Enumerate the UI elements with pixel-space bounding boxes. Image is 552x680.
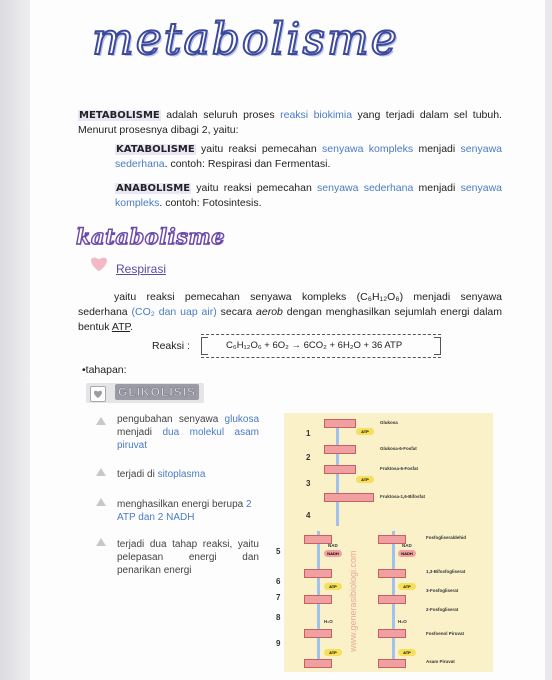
- resp-text: .: [130, 321, 134, 333]
- bracket-right: [434, 337, 441, 355]
- def-text: . contoh: Fotosintesis.: [159, 197, 262, 209]
- molecule-label: 3-Fosfogliserat: [426, 588, 459, 593]
- molecule-label: 1,3-Bifosfogliserat: [426, 569, 466, 574]
- molecule-box: [304, 595, 332, 604]
- molecule-box: [378, 659, 406, 668]
- glikolisis-bullet: [117, 413, 259, 452]
- water-label: H₂O: [398, 619, 407, 624]
- page-edge: [0, 0, 30, 680]
- keyword-metabolisme: METABOLISME: [79, 110, 160, 121]
- bullet-highlight: glukosa: [224, 414, 259, 425]
- step-number: 3: [306, 479, 311, 488]
- step-number: 7: [276, 593, 281, 602]
- glikolisis-bullet: terjadi dua tahap reaksi, yaitu pelepasan energi dan penarikan energi: [117, 539, 259, 576]
- heart-icon: [88, 252, 110, 274]
- atp-pill: ATP: [324, 649, 342, 656]
- resp-text: secara: [216, 306, 257, 318]
- molecule-label: Fruktosa-1,6-Bifosfat: [380, 494, 426, 499]
- triangle-bullet-icon: [96, 468, 106, 476]
- def-highlight: senyawa kompleks: [322, 143, 414, 155]
- molecule-label: Fruktosa-6-Fosfat: [380, 466, 419, 471]
- molecule-label: Glukosa: [380, 420, 398, 425]
- def-highlight: senyawa sederhana: [317, 182, 414, 194]
- bullet-text: terjadi di: [117, 469, 158, 480]
- atp-pill: ATP: [324, 583, 342, 590]
- reaksi-equation: C₆H₁₂O₆ + 6O₂ → 6CO₂ + 6H₂O + 36 ATP: [226, 340, 403, 351]
- def-highlight: senyawa kompleks: [115, 182, 503, 209]
- bullet-highlight: 2 ATP dan 2 NADH: [117, 499, 252, 523]
- reaksi-label: Reaksi :: [152, 340, 190, 352]
- step-number: 9: [276, 639, 281, 648]
- heart-box-icon: [90, 386, 106, 402]
- def-text: menjadi: [413, 182, 461, 194]
- step-number: 4: [306, 511, 311, 520]
- molecule-label: Asam Piruvat: [426, 659, 455, 664]
- def-text: . contoh: Respirasi dan Fermentasi.: [164, 158, 331, 170]
- triangle-bullet-icon: [96, 417, 106, 425]
- molecule-box: [304, 659, 332, 668]
- respirasi-heading: Respirasi: [116, 262, 167, 276]
- molecule-label: Fosfogliseraldehid: [426, 535, 467, 540]
- intro-text: adalah seluruh proses: [160, 109, 281, 121]
- keyword-anabolisme: ANABOLISME: [116, 183, 191, 194]
- triangle-bullet-icon: [96, 498, 106, 506]
- nad-label: NAD: [328, 543, 338, 548]
- katabolisme-definition: [115, 142, 502, 172]
- molecule-box: [324, 445, 356, 454]
- molecule-box: [324, 465, 356, 474]
- def-highlight: senyawa sederhana: [115, 143, 502, 170]
- triangle-bullet-icon: [96, 538, 106, 546]
- bullet-text: pengubahan senyawa: [117, 414, 225, 425]
- nadh-pill: NADH: [324, 550, 342, 557]
- molecule-box: [378, 595, 406, 604]
- def-text: yaitu reaksi pemecahan: [195, 143, 323, 155]
- resp-underline: ATP: [111, 321, 131, 333]
- diagram-watermark: www.generasibiologi.com: [348, 550, 358, 652]
- molecule-box: [324, 493, 374, 502]
- molecule-box: [378, 569, 406, 578]
- tahapan-label: •tahapan:: [82, 364, 127, 376]
- step-number: 5: [276, 547, 281, 556]
- molecule-box: [304, 629, 332, 638]
- step-number: 1: [306, 429, 311, 438]
- def-text: yaitu reaksi pemecahan: [191, 182, 318, 194]
- bullet-text: menghasilkan energi berupa: [117, 499, 246, 510]
- nadh-pill: NADH: [398, 550, 416, 557]
- resp-text: dengan menghasilkan sejumlah energi dalam bentuk: [78, 306, 502, 333]
- resp-highlight: (CO₂ dan uap air): [131, 306, 217, 318]
- molecule-box: [304, 569, 332, 578]
- page-title: metabolisme: [92, 14, 399, 65]
- def-text: menjadi: [413, 143, 461, 155]
- molecule-label: Fosfoenol Piruvat: [426, 631, 465, 636]
- molecule-label: Glukosa-6-Fosfat: [380, 446, 417, 451]
- resp-text: yaitu reaksi pemecahan senyawa kompleks (C₆H₁₂O₆) menjadi senyawa sederhana: [78, 291, 502, 318]
- nad-label: NAD: [402, 543, 412, 548]
- intro-paragraph: [78, 108, 502, 138]
- bullet-highlight: dua molekul asam piruvat: [117, 427, 259, 451]
- atp-pill: ATP: [398, 583, 416, 590]
- intro-text-end: yang terjadi dalam sel tubuh. Menurut prosesnya dibagi 2, yaitu:: [78, 109, 502, 136]
- step-number: 6: [276, 577, 281, 586]
- step-number: 2: [306, 453, 311, 462]
- glikolisis-bullet: [117, 468, 267, 481]
- atp-pill: ATP: [398, 649, 416, 656]
- glikolisis-title: GLIKOLISIS: [115, 384, 199, 400]
- bullet-highlight: sitoplasma: [157, 469, 206, 480]
- keyword-katabolisme: KATABOLISME: [116, 144, 195, 155]
- molecule-box: [324, 419, 356, 428]
- respirasi-paragraph: [78, 290, 502, 335]
- intro-highlight: reaksi biokimia: [280, 109, 353, 121]
- bullet-text: menjadi: [117, 427, 163, 438]
- resp-italic: aerob: [256, 306, 283, 318]
- glikolisis-bullet: [117, 498, 267, 524]
- bracket-left: [201, 337, 208, 355]
- section-heading-katabolisme: katabolisme: [76, 224, 226, 249]
- atp-pill: ATP: [356, 428, 374, 435]
- step-number: 8: [276, 613, 281, 622]
- molecule-label: 2-Fosfogliserat: [426, 607, 459, 612]
- molecule-box: [378, 629, 406, 638]
- anabolisme-definition: [115, 181, 502, 211]
- atp-pill: ATP: [356, 476, 374, 483]
- water-label: H₂O: [324, 619, 333, 624]
- glycolysis-diagram: [276, 413, 493, 672]
